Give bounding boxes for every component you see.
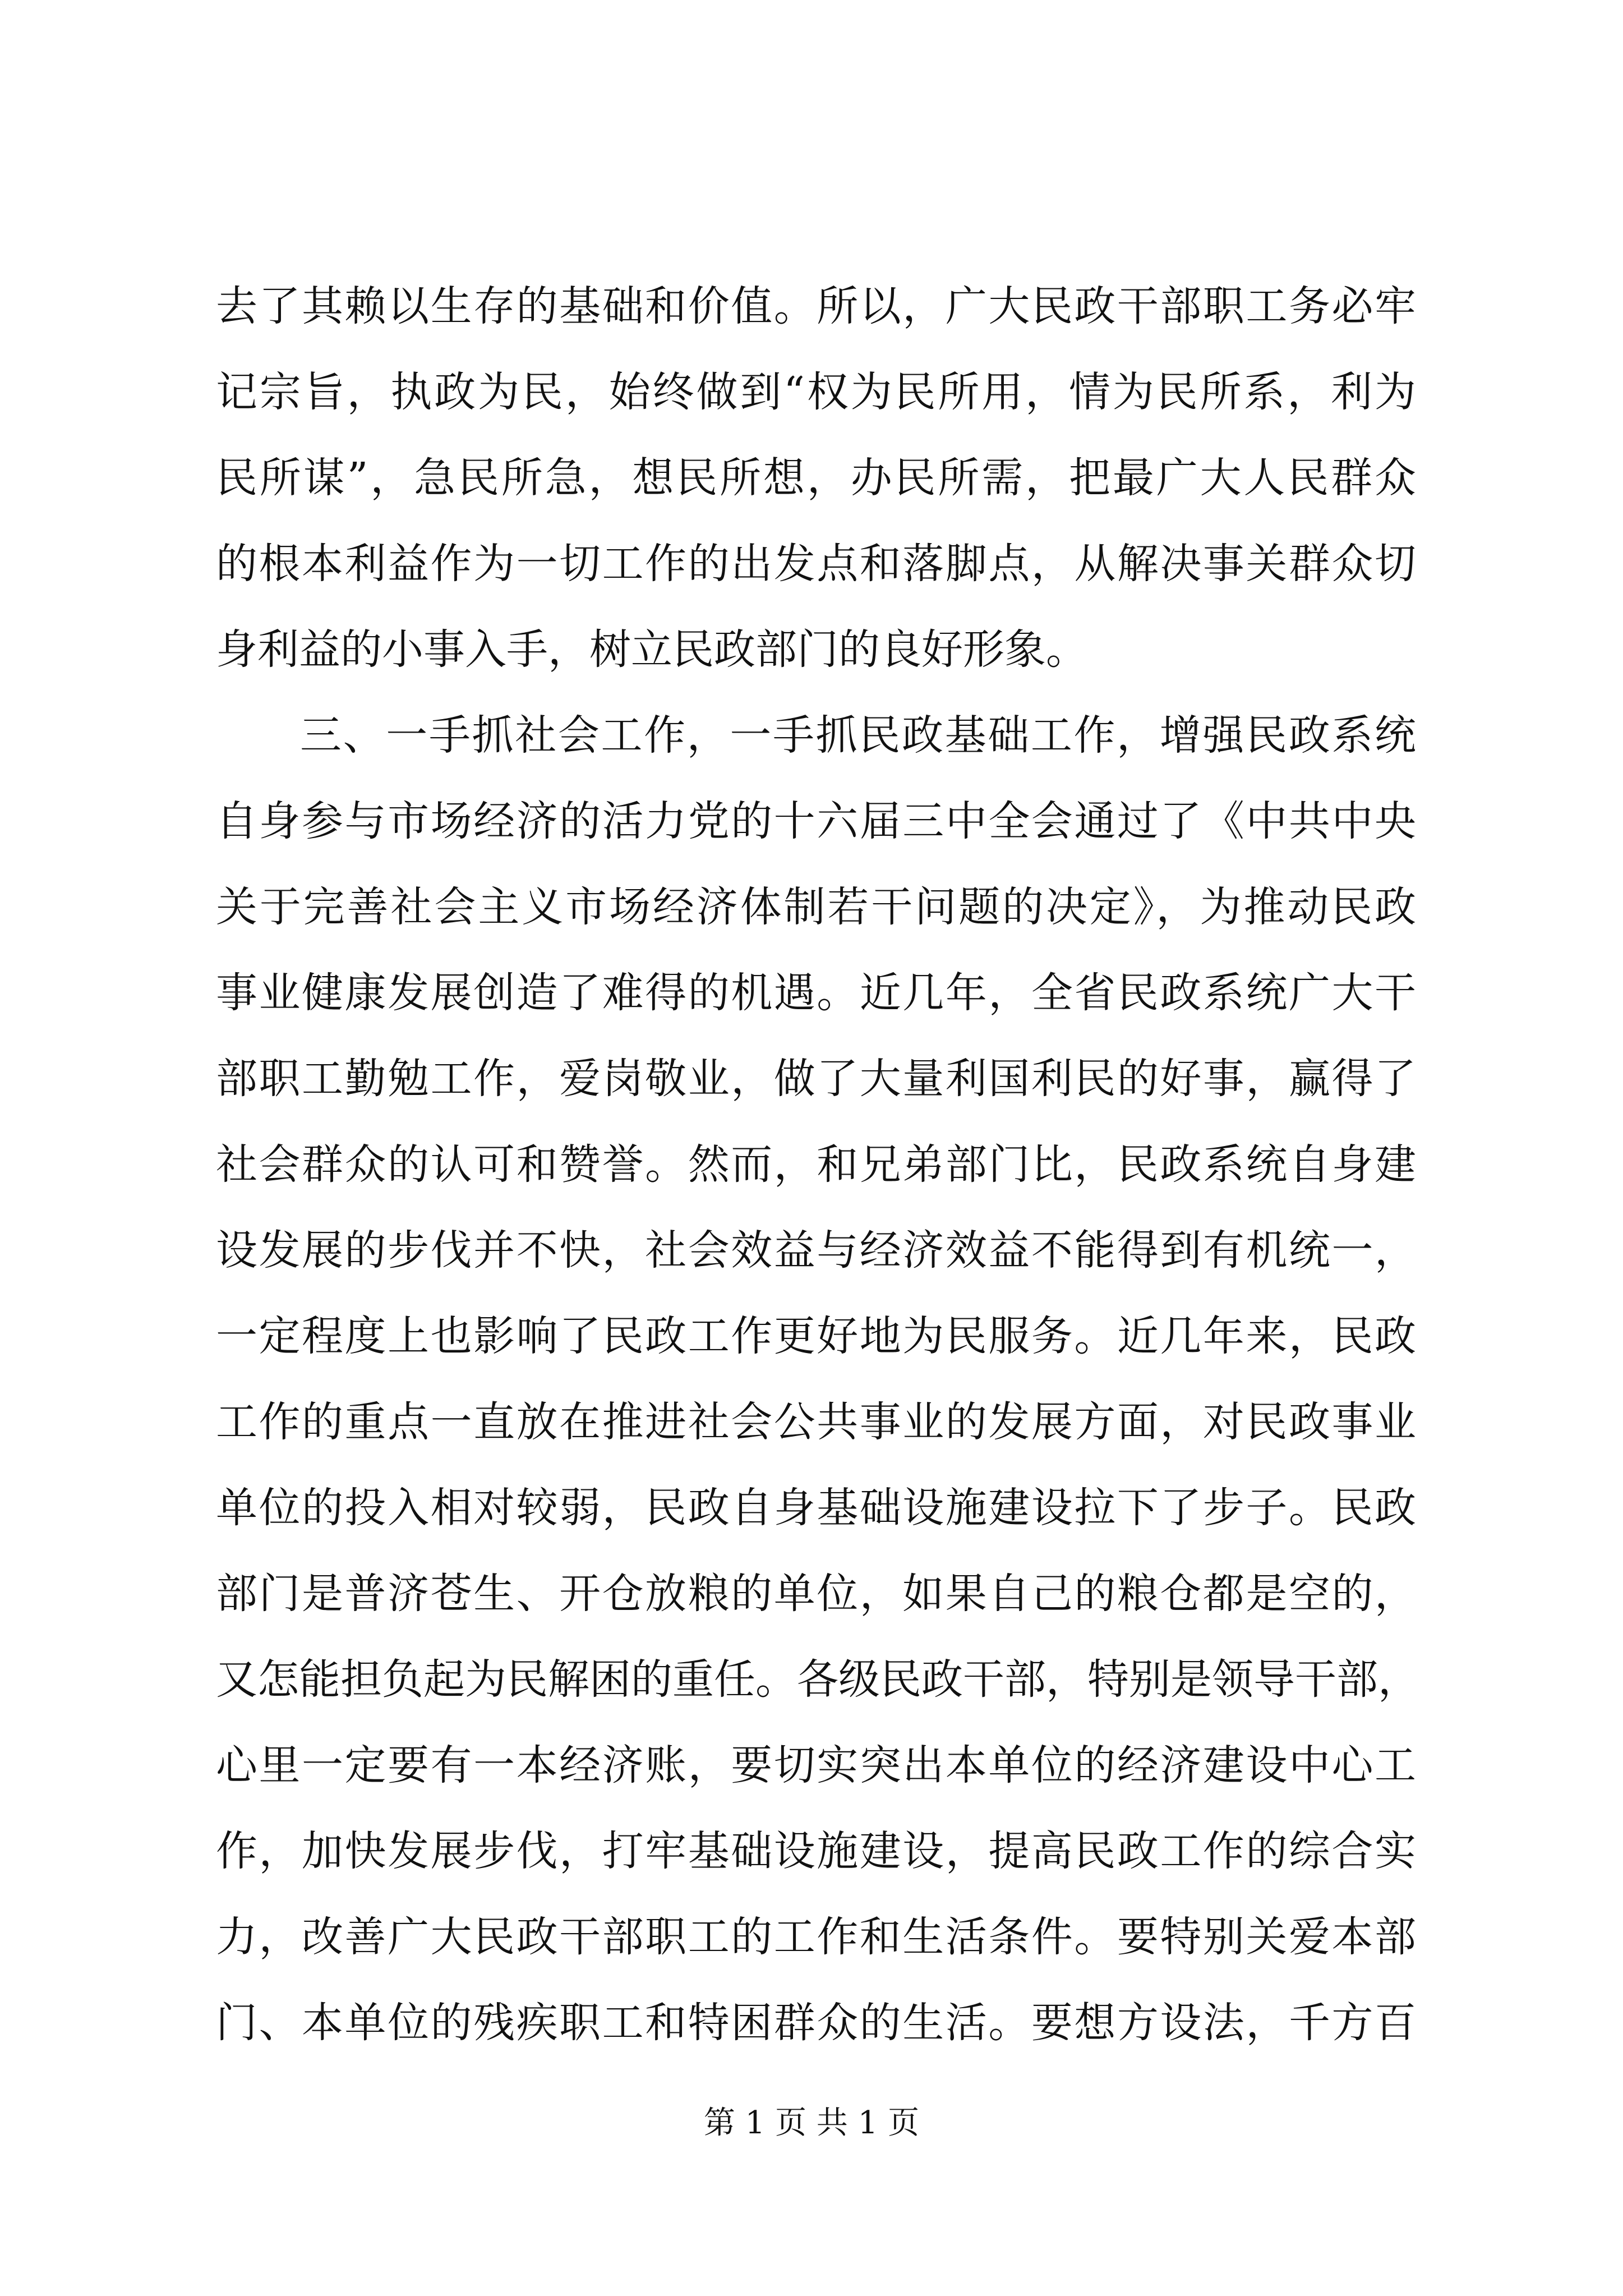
- text-line: 一定程度上也影响了民政工作更好地为民服务。近几年来，民政: [216, 1312, 1416, 1360]
- text-line: 社会群众的认可和赞誉。然而，和兄弟部门比，民政系统自身建: [216, 1140, 1416, 1189]
- text-line: 力，改善广大民政干部职工的工作和生活条件。要特别关爱本部: [216, 1913, 1416, 1961]
- text-line: 的根本利益作为一切工作的出发点和落脚点，从解决事关群众切: [216, 540, 1416, 588]
- text-line: 记宗旨，执政为民，始终做到“权为民所用，情为民所系，利为: [216, 368, 1416, 416]
- text-line: 作，加快发展步伐，打牢基础设施建设，提高民政工作的综合实: [216, 1827, 1416, 1875]
- page-footer: [0, 2101, 1623, 2146]
- text-line: 自身参与市场经济的活力党的十六届三中全会通过了《中共中央: [216, 797, 1416, 845]
- text-line: 事业健康发展创造了难得的机遇。近几年，全省民政系统广大干: [216, 969, 1416, 1017]
- page-number-label: 第 1 页 共 1 页: [703, 2105, 920, 2141]
- text-line: 关于完善社会主义市场经济体制若干问题的决定》，为推动民政: [216, 883, 1416, 931]
- text-line: 部门是普济苍生、开仓放粮的单位，如果自己的粮仓都是空的，: [216, 1570, 1416, 1618]
- text-line: 身利益的小事入手，树立民政部门的良好形象。: [216, 625, 1087, 674]
- body-text: [216, 264, 1419, 2066]
- text-line: 单位的投入相对较弱，民政自身基础设施建设拉下了步子。民政: [216, 1484, 1416, 1532]
- paragraph-start-line: 三、一手抓社会工作，一手抓民政基础工作，增强民政系统: [300, 711, 1416, 760]
- text-line: 门、本单位的残疾职工和特困群众的生活。要想方设法，千方百: [216, 1999, 1416, 2047]
- text-line: 部职工勤勉工作，爱岗敬业，做了大量利国利民的好事，赢得了: [216, 1055, 1416, 1103]
- text-line: 设发展的步伐并不快，社会效益与经济效益不能得到有机统一，: [216, 1226, 1416, 1274]
- text-line: 又怎能担负起为民解困的重任。各级民政干部，特别是领导干部，: [216, 1655, 1419, 1704]
- text-line: 工作的重点一直放在推进社会公共事业的发展方面，对民政事业: [216, 1398, 1416, 1446]
- text-line: 去了其赖以生存的基础和价值。所以，广大民政干部职工务必牢: [216, 282, 1416, 330]
- text-line: 心里一定要有一本经济账，要切实突出本单位的经济建设中心工: [216, 1741, 1416, 1789]
- text-line: 民所谋”，急民所急，想民所想，办民所需，把最广大人民群众: [216, 454, 1416, 502]
